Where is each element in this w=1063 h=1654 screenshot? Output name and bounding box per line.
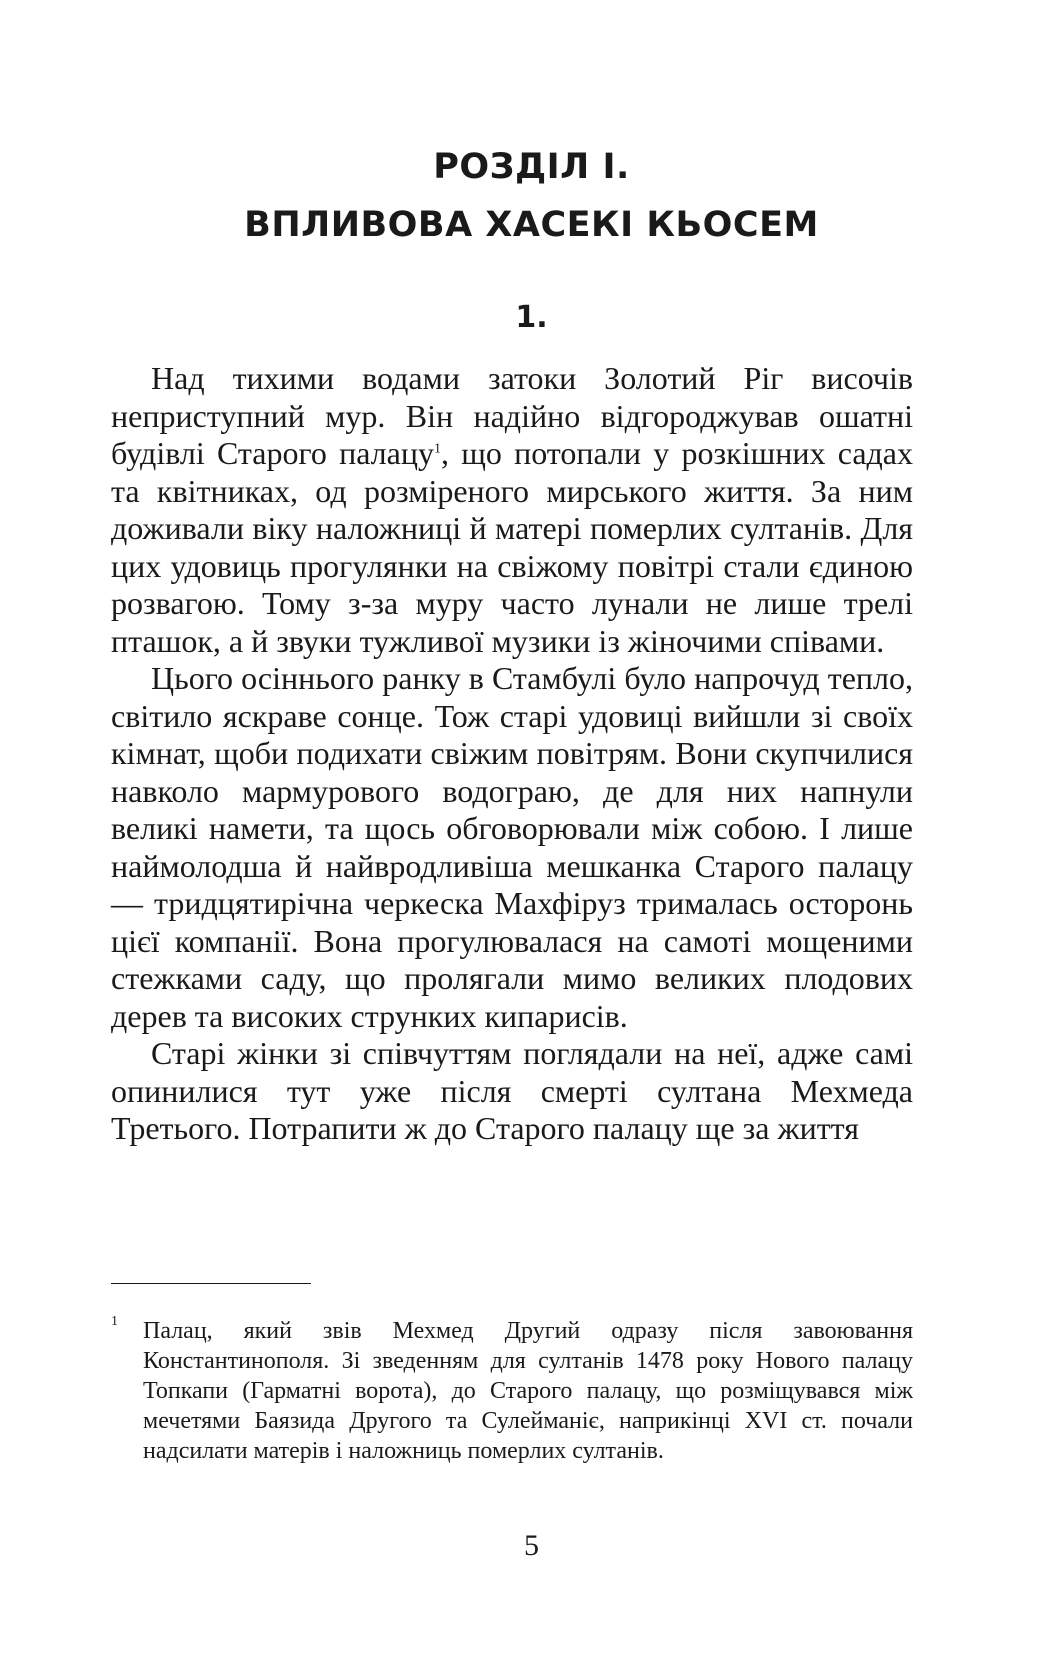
chapter-title-line-2: ВПЛИВОВА ХАСЕКІ КЬОСЕМ	[244, 205, 819, 245]
paragraph-3: Старі жінки зі співчуттям поглядали на неї, адже самі опинилися тут уже після смерті султана Мехмеда Третього. Потрапити ж до Старого палацу ще за життя	[111, 1035, 913, 1146]
paragraph-1-text-before: Над тихими водами затоки Золотий Ріг височів неприступний мур. Він надійно відгороджував ошатні будівлі Старого палацу	[111, 360, 913, 471]
chapter-heading	[0, 138, 1063, 254]
footnote-divider	[111, 1283, 311, 1284]
paragraph-2: Цього осіннього ранку в Стамбулі було напрочуд тепло, світило яскраве сонце. Тож старі удовиці вийшли зі своїх кімнат, щоби подихати свіжим повітрям. Вони скупчилися навколо мармурового водограю, де для них напнули великі намети, та щось обговорювали між собою. І лише наймолодша й найвродливіша мешканка Старого палацу — тридцятирічна черкеска Махфіруз трималась осторонь цієї компанії. Вона прогулювалася на самоті мощеними стежками саду, що пролягали мимо великих плодових дерев та високих струнких кипарисів.	[111, 660, 913, 1034]
footnote-mark: 1	[111, 1314, 118, 1329]
chapter-title-line-1: РОЗДІЛ І.	[433, 147, 630, 187]
section-number: 1.	[515, 300, 548, 335]
paragraph-1	[111, 360, 913, 660]
footnote-text: Палац, який звів Мехмед Другий одразу після завоювання Константинополя. Зі зведенням для султанів 1478 року Нового палацу Топкапи (Гарматні ворота), до Старого палацу, що розміщувався між мечетями Баязида Другого та Сулейманіє, наприкінці XVI ст. почали надсилати матерів і наложниць померлих султанів.	[143, 1318, 913, 1464]
footnote-reference: 1	[433, 441, 441, 457]
footnote	[111, 1316, 913, 1466]
page-number: 5	[524, 1529, 539, 1562]
paragraph-1-text-after: , що потопали у розкішних садах та квітниках, од розміреного мирського життя. За ним доживали віку наложниці й матері померлих султанів. Для цих удовиць прогулянки на свіжому повітрі стали єдиною розвагою. Тому з-за муру часто лунали не лише трелі пташок, а й звуки тужливої музики із жіночими співами.	[111, 435, 913, 659]
body-text	[111, 360, 913, 1148]
